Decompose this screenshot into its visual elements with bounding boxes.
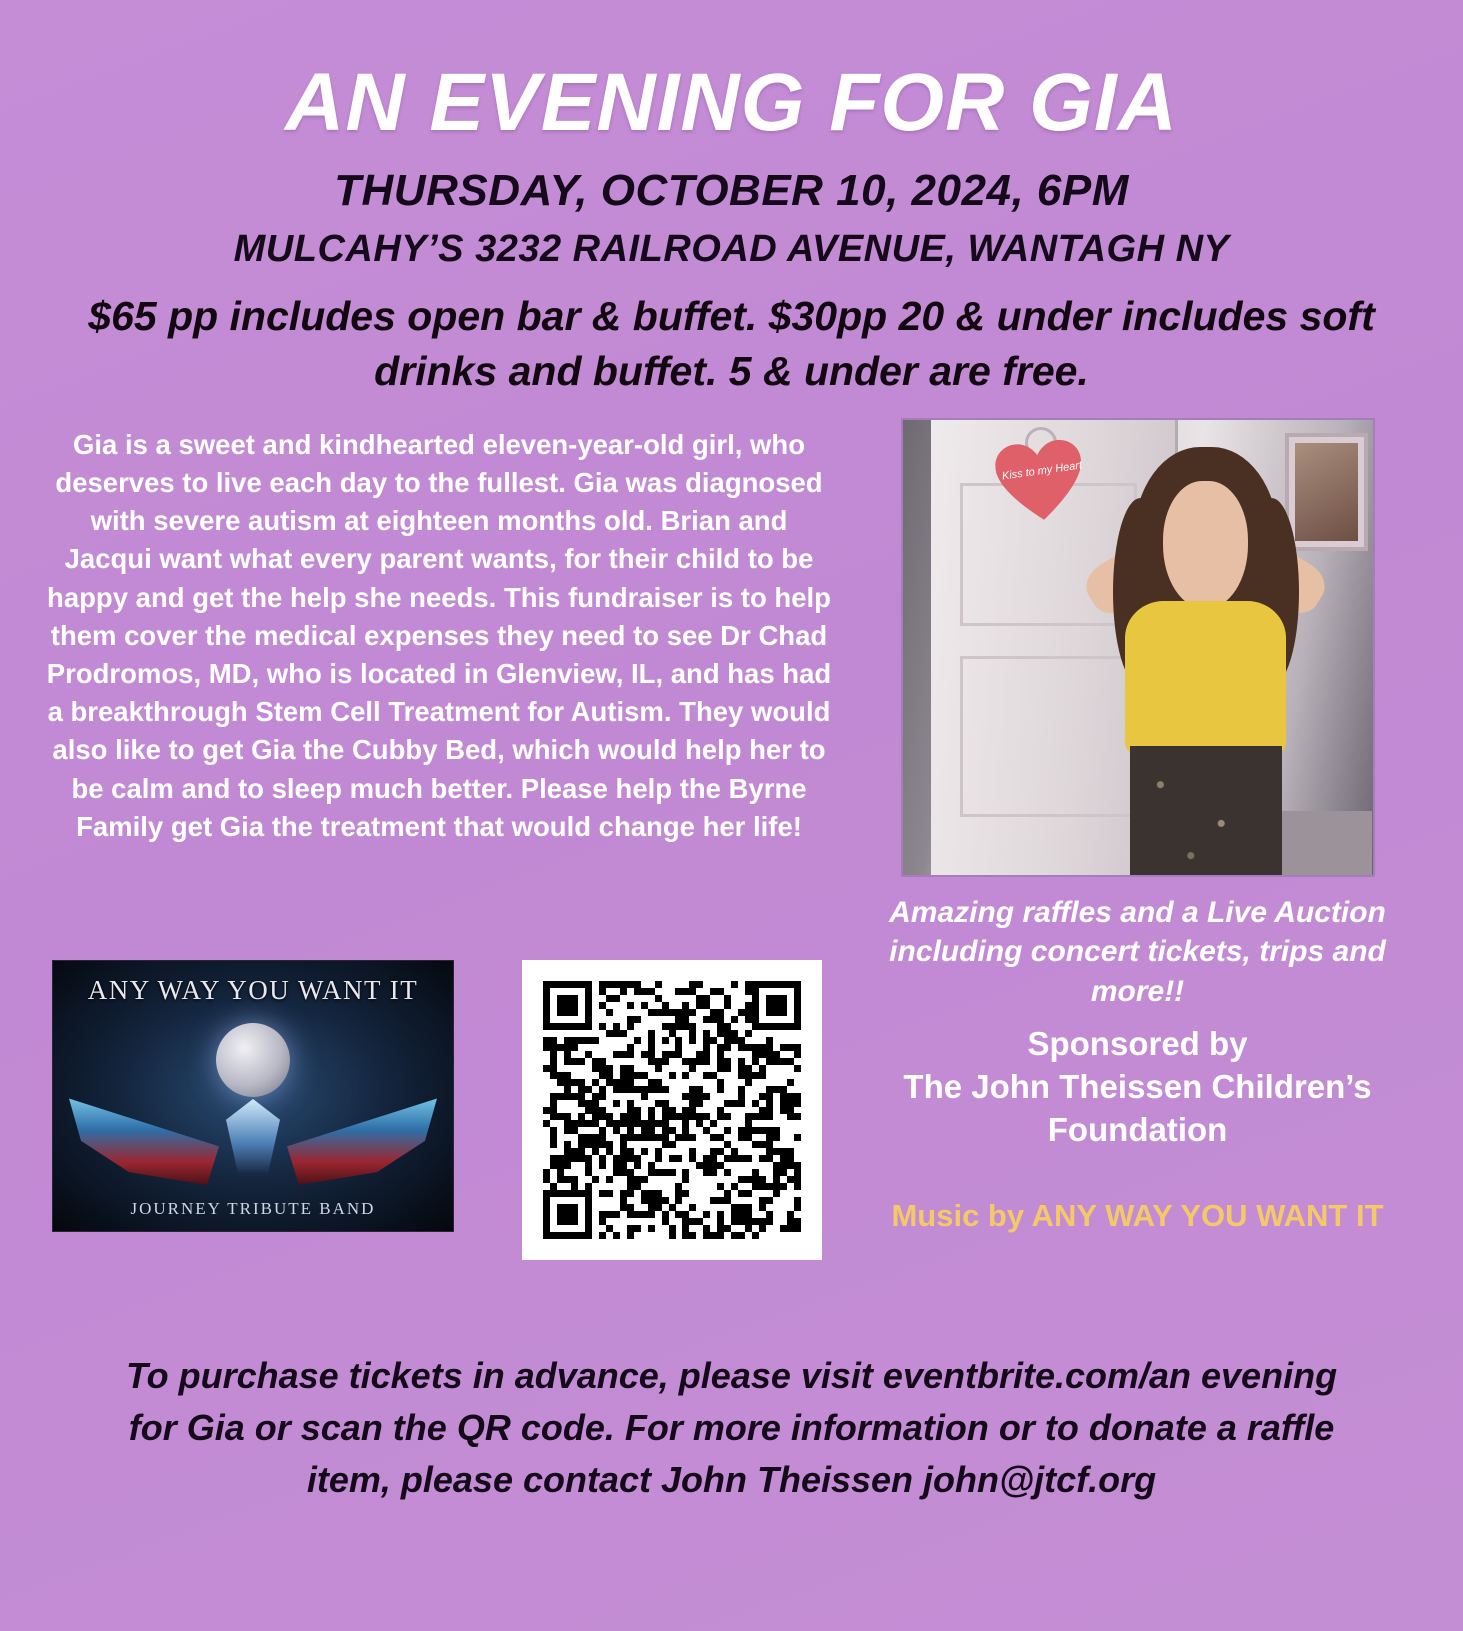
event-pricing: $65 pp includes open bar & buffet. $30pp 20 & under includes soft drinks and buffet. 5 & under are free.	[88, 293, 1375, 395]
event-date: THURSDAY, OCTOBER 10, 2024, 6PM	[334, 166, 1129, 215]
wing-right-icon	[287, 1093, 437, 1185]
girl-figure	[1100, 447, 1312, 875]
band-subtitle: JOURNEY TRIBUTE BAND	[130, 1199, 376, 1218]
moon-icon	[216, 1023, 290, 1097]
right-column	[834, 418, 1419, 1234]
sponsor-name: The John Theissen Children’s Foundation	[903, 1068, 1372, 1149]
gia-photo	[901, 418, 1375, 877]
sponsored-label: Sponsored by	[1027, 1025, 1248, 1063]
page-title: AN EVENING FOR GIA	[285, 57, 1178, 148]
heart-sign-text: Kiss to my Heart	[1001, 459, 1083, 483]
qr-code[interactable]	[522, 960, 822, 1260]
wing-left-icon	[69, 1093, 219, 1185]
event-venue: MULCAHY’S 3232 RAILROAD AVENUE, WANTAGH NY	[233, 228, 1230, 270]
band-album-art	[52, 960, 454, 1232]
footer-contact: To purchase tickets in advance, please visit eventbrite.com/an evening for Gia or scan the QR code. For more information or to donate a raffle item, please contact John Theissen john@jtcf.org	[125, 1355, 1338, 1501]
qr-code-image[interactable]	[543, 981, 801, 1239]
band-emblem-icon	[226, 1099, 280, 1173]
story-paragraph: Gia is a sweet and kindhearted eleven-year-old girl, who deserves to live each day to the fullest. Gia was diagnosed with severe autism at eighteen months old. Brian and Jacqui want what every parent wants, for their child to be happy and get the help she needs. This fundraiser is to help them cover the medical expenses they need to see Dr Chad Prodromos, MD, who is located in Glenview, IL, and has had a breakthrough Stem Cell Treatment for Autism. They would also like to get Gia the Cubby Bed, which would help her to be calm and to sleep much better. Please help the Byrne Family get Gia the treatment that would change her life!	[46, 428, 832, 842]
raffle-text: Amazing raffles and a Live Auction including concert tickets, trips and more!!	[889, 895, 1386, 1008]
band-name: ANY WAY YOU WANT IT	[87, 975, 419, 1005]
music-credit: Music by ANY WAY YOU WANT IT	[891, 1198, 1384, 1234]
media-row	[52, 960, 822, 1260]
